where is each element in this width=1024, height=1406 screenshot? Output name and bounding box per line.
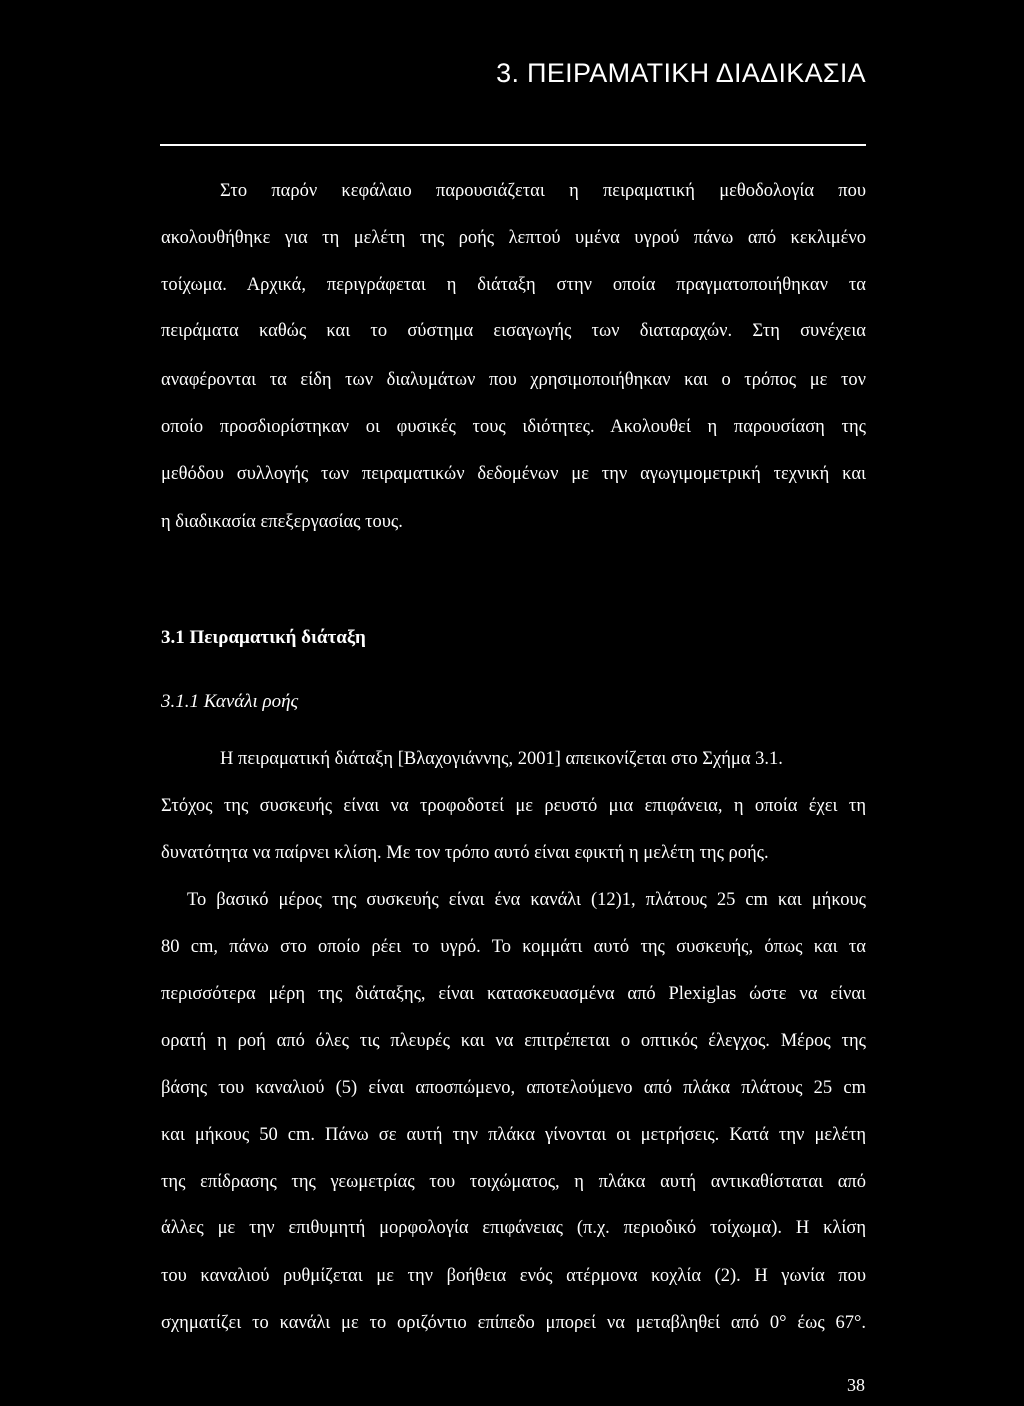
body-line: ορατή η ροή από όλες τις πλευρές και να επιτρέπεται ο οπτικός έλεγχος. Μέρος της [161,1031,866,1051]
intro-line: η διαδικασία επεξεργασίας τους. [161,512,403,532]
body-line: περισσότερα μέρη της διάταξης, είναι κατασκευασμένα από Plexiglas ώστε να είναι [161,984,866,1004]
intro-line: οποίο προσδιορίστηκαν οι φυσικές τους ιδιότητες. Ακολουθεί η παρουσίαση της [161,417,866,437]
body-line: δυνατότητα να παίρνει κλίση. Με τον τρόπο αυτό είναι εφικτή η μελέτη της ροής. [161,843,769,863]
body-line: 80 cm, πάνω στο οποίο ρέει το υγρό. Το κομμάτι αυτό της συσκευής, όπως και τα [161,937,866,957]
intro-line: ακολουθήθηκε για τη μελέτη της ροής λεπτού υμένα υγρού πάνω από κεκλιμένο [161,228,866,248]
body-line: Στόχος της συσκευής είναι να τροφοδοτεί με ρευστό μια επιφάνεια, η οποία έχει τη [161,796,866,816]
body-line: του καναλιού ρυθμίζεται με την βοήθεια ενός ατέρμονα κοχλία (2). Η γωνία που [161,1266,866,1286]
intro-line: τοίχωμα. Αρχικά, περιγράφεται η διάταξη στην οποία πραγματοποιήθηκαν τα [161,275,866,295]
page-number: 38 [847,1375,865,1395]
intro-line: αναφέρονται τα είδη των διαλυμάτων που χρησιμοποιήθηκαν και ο τρόπος με τον [161,370,866,390]
intro-line: μεθόδου συλλογής των πειραματικών δεδομένων με την αγωγιμομετρική τεχνική και [161,464,866,484]
section-heading: 3.1 Πειραματική διάταξη [161,627,366,648]
body-line: άλλες με την επιθυμητή μορφολογία επιφάνειας (π.χ. περιοδικό τοίχωμα). Η κλίση [161,1218,866,1238]
intro-line: πειράματα καθώς και το σύστημα εισαγωγής των διαταραχών. Στη συνέχεια [161,321,866,341]
body-line: σχηματίζει το κανάλι με το οριζόντιο επίπεδο μπορεί να μεταβληθεί από 0° έως 67°. [161,1313,866,1333]
body-line: Η πειραματική διάταξη [Βλαχογιάννης, 2001] απεικονίζεται στο Σχήμα 3.1. [220,749,783,769]
title-rule [160,144,866,146]
body-line: Το βασικό μέρος της συσκευής είναι ένα κανάλι (12)1, πλάτους 25 cm και μήκους [187,890,866,910]
body-line: και μήκους 50 cm. Πάνω σε αυτή την πλάκα γίνονται οι μετρήσεις. Κατά την μελέτη [161,1125,866,1145]
chapter-title: 3. ΠΕΙΡΑΜΑΤΙΚΗ ΔΙΑΔΙΚΑΣΙΑ [496,58,866,88]
intro-line: Στο παρόν κεφάλαιο παρουσιάζεται η πειραματική μεθοδολογία που [220,181,866,201]
body-line: βάσης του καναλιού (5) είναι αποσπώμενο, αποτελούμενο από πλάκα πλάτους 25 cm [161,1078,866,1098]
subsection-heading: 3.1.1 Κανάλι ροής [161,691,299,712]
body-line: της επίδρασης της γεωμετρίας του τοιχώματος, η πλάκα αυτή αντικαθίσταται από [161,1172,866,1192]
